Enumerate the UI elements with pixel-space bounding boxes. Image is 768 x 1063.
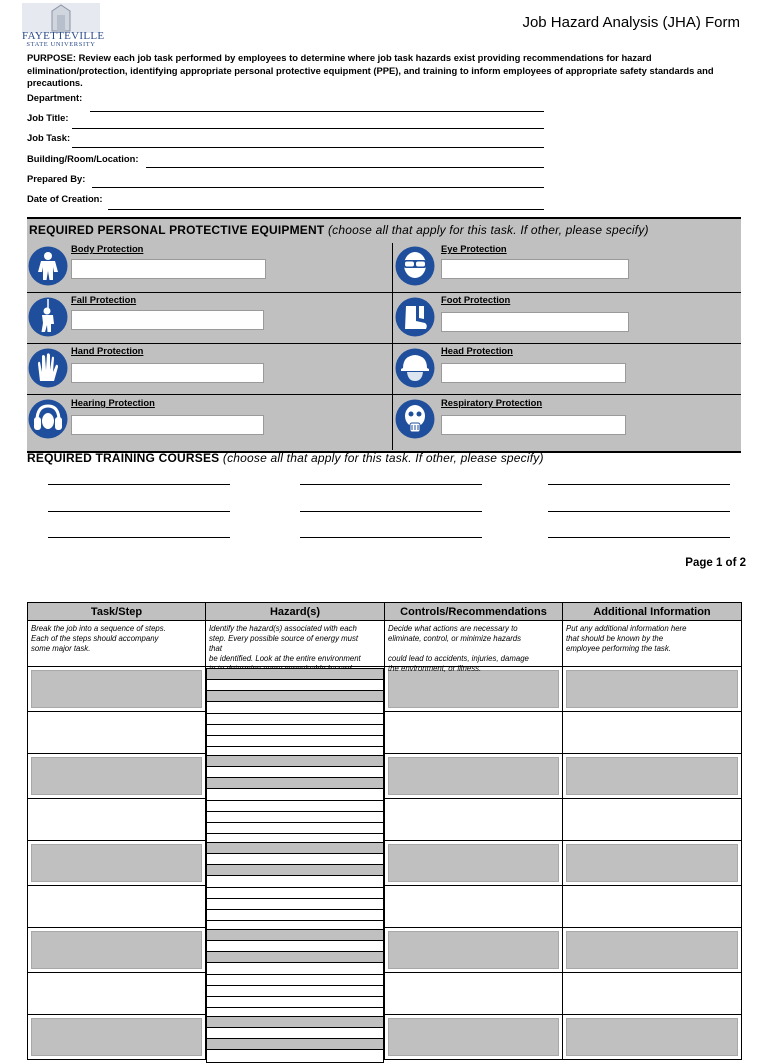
controls-instructions: Decide what actions are necessary to eliminate, control, or minimize hazards could lead to accidents, injuries, damage the environment, or illness. <box>388 624 529 673</box>
additional-info-cell[interactable] <box>563 712 742 754</box>
additional-info-cell[interactable] <box>563 799 742 841</box>
hearing-protection-icon <box>28 399 68 439</box>
hazards-cell[interactable] <box>206 754 385 799</box>
hand-protection-icon <box>28 348 68 388</box>
shaded-entry-field[interactable] <box>566 931 738 969</box>
logo-wordmark: FAYETTEVILLE <box>22 30 105 42</box>
additional-info-cell[interactable] <box>563 886 742 928</box>
ppe-row-divider <box>27 343 741 344</box>
additional-info-cell[interactable] <box>563 667 742 712</box>
shaded-entry-field[interactable] <box>31 844 202 882</box>
table-row <box>28 886 742 928</box>
department-field[interactable] <box>90 111 544 112</box>
purpose-text: PURPOSE: Review each job task performed by employees to determine where job task hazards exist providing recommendations for hazard elimination/protection, identifying appropriate personal protective equipment (PPE), and training to inform employees of appropriate safety standards and precautions. <box>27 52 714 88</box>
task-step-cell[interactable] <box>28 973 206 1015</box>
table-row <box>28 928 742 973</box>
task-step-header: Task/Step <box>28 603 206 621</box>
eye-protection-input[interactable] <box>441 259 629 279</box>
controls-cell[interactable] <box>385 973 563 1015</box>
eye-protection-label: Eye Protection <box>441 243 507 254</box>
additional-info-cell[interactable] <box>563 928 742 973</box>
head-protection-label: Head Protection <box>441 345 513 356</box>
head-protection-input[interactable] <box>441 363 626 383</box>
controls-cell[interactable] <box>385 886 563 928</box>
respiratory-protection-label: Respiratory Protection <box>441 397 543 408</box>
jha-table <box>27 602 742 1060</box>
eye-protection-icon <box>395 246 435 286</box>
job-title-field[interactable] <box>72 128 544 129</box>
table-row <box>28 667 742 712</box>
controls-cell[interactable] <box>385 799 563 841</box>
shaded-entry-field[interactable] <box>566 670 738 708</box>
shaded-entry-field[interactable] <box>388 670 559 708</box>
additional-info-cell[interactable] <box>563 754 742 799</box>
body-protection-icon <box>28 246 68 286</box>
fall-protection-label: Fall Protection <box>71 294 137 305</box>
task-step-cell[interactable] <box>28 799 206 841</box>
foot-protection-input[interactable] <box>441 312 629 332</box>
hazard-entry-field[interactable] <box>206 1049 384 1063</box>
controls-recommendations-header: Controls/Recommendations <box>385 603 563 621</box>
shaded-entry-field[interactable] <box>566 844 738 882</box>
hearing-protection-input[interactable] <box>71 415 264 435</box>
training-course-line[interactable] <box>300 484 482 485</box>
controls-cell[interactable] <box>385 928 563 973</box>
training-course-line[interactable] <box>548 511 730 512</box>
logo-subtext: STATE UNIVERSITY <box>26 41 96 48</box>
shaded-entry-field[interactable] <box>388 844 559 882</box>
ppe-row-divider <box>27 394 741 395</box>
building-room-location-field[interactable] <box>146 167 544 168</box>
hazards-cell[interactable] <box>206 799 385 841</box>
shaded-entry-field[interactable] <box>31 931 202 969</box>
additional-info-instructions: Put any additional information here that should be known by the employee performing the task. <box>566 624 687 653</box>
shaded-entry-field[interactable] <box>388 757 559 795</box>
hazards-cell[interactable] <box>206 973 385 1015</box>
respiratory-protection-icon <box>395 399 435 439</box>
job-task-label: Job Task: <box>27 132 71 143</box>
hazards-header: Hazard(s) <box>206 603 385 621</box>
shaded-entry-field[interactable] <box>388 931 559 969</box>
body-protection-input[interactable] <box>71 259 266 279</box>
foot-protection-label: Foot Protection <box>441 294 511 305</box>
ppe-section <box>27 217 741 453</box>
job-task-field[interactable] <box>72 147 544 148</box>
page-number: Page 1 of 2 <box>685 557 746 569</box>
training-course-line[interactable] <box>48 511 230 512</box>
building-room-location-label: Building/Room/Location: <box>27 153 139 164</box>
shaded-entry-field[interactable] <box>566 757 738 795</box>
fall-protection-icon <box>28 297 68 337</box>
hearing-protection-label: Hearing Protection <box>71 397 155 408</box>
ppe-row-divider <box>27 292 741 293</box>
controls-cell[interactable] <box>385 754 563 799</box>
hazards-cell[interactable] <box>206 928 385 973</box>
task-step-cell[interactable] <box>28 841 206 886</box>
task-step-cell[interactable] <box>28 754 206 799</box>
hazards-cell[interactable] <box>206 712 385 754</box>
controls-cell[interactable] <box>385 841 563 886</box>
task-step-instructions: Break the job into a sequence of steps. Each of the steps should accompany some major task. <box>31 624 166 653</box>
hand-protection-label: Hand Protection <box>71 345 144 356</box>
additional-info-cell[interactable] <box>563 841 742 886</box>
prepared-by-label: Prepared By: <box>27 173 86 184</box>
additional-info-cell[interactable] <box>563 1015 742 1060</box>
hazards-cell[interactable] <box>206 886 385 928</box>
form-title: Job Hazard Analysis (JHA) Form <box>522 14 740 31</box>
fall-protection-input[interactable] <box>71 310 264 330</box>
hazards-cell[interactable] <box>206 1015 385 1060</box>
job-title-label: Job Title: <box>27 112 69 123</box>
training-course-line[interactable] <box>300 537 482 538</box>
table-row <box>28 1015 742 1060</box>
shaded-entry-field[interactable] <box>31 670 202 708</box>
respiratory-protection-input[interactable] <box>441 415 626 435</box>
training-course-line[interactable] <box>48 484 230 485</box>
instruction-row <box>28 621 742 667</box>
head-protection-icon <box>395 348 435 388</box>
task-step-cell[interactable] <box>28 712 206 754</box>
controls-cell[interactable] <box>385 1015 563 1060</box>
table-row <box>28 754 742 799</box>
ppe-heading: REQUIRED PERSONAL PROTECTIVE EQUIPMENT (choose all that apply for this task. If other, please specify) <box>29 223 649 237</box>
university-logo <box>22 3 105 49</box>
ppe-column-divider <box>392 243 393 450</box>
training-course-line[interactable] <box>300 511 482 512</box>
table-row <box>28 973 742 1015</box>
additional-information-header: Additional Information <box>563 603 742 621</box>
task-step-cell[interactable] <box>28 886 206 928</box>
table-row <box>28 841 742 886</box>
date-of-creation-label: Date of Creation: <box>27 193 103 204</box>
training-course-line[interactable] <box>548 484 730 485</box>
prepared-by-field[interactable] <box>92 187 544 188</box>
training-heading: REQUIRED TRAINING COURSES (choose all that apply for this task. If other, please specify) <box>27 451 544 465</box>
shaded-entry-field[interactable] <box>31 757 202 795</box>
training-course-line[interactable] <box>48 537 230 538</box>
hazards-cell[interactable] <box>206 667 385 712</box>
foot-protection-icon <box>395 297 435 337</box>
table-header-row <box>28 603 742 621</box>
date-of-creation-field[interactable] <box>108 209 544 210</box>
hazards-instructions: Identify the hazard(s) associated with each step. Every possible source of energy must that be identified. Look at the entire environment <box>209 624 361 663</box>
university-seal-icon <box>22 3 100 33</box>
department-label: Department: <box>27 92 83 103</box>
task-step-cell[interactable] <box>28 928 206 973</box>
table-row <box>28 712 742 754</box>
table-row <box>28 799 742 841</box>
body-protection-label: Body Protection <box>71 243 144 254</box>
task-step-cell[interactable] <box>28 667 206 712</box>
hazards-cell[interactable] <box>206 841 385 886</box>
hand-protection-input[interactable] <box>71 363 264 383</box>
additional-info-cell[interactable] <box>563 973 742 1015</box>
training-course-line[interactable] <box>548 537 730 538</box>
task-step-cell[interactable] <box>28 1015 206 1060</box>
controls-cell[interactable] <box>385 712 563 754</box>
